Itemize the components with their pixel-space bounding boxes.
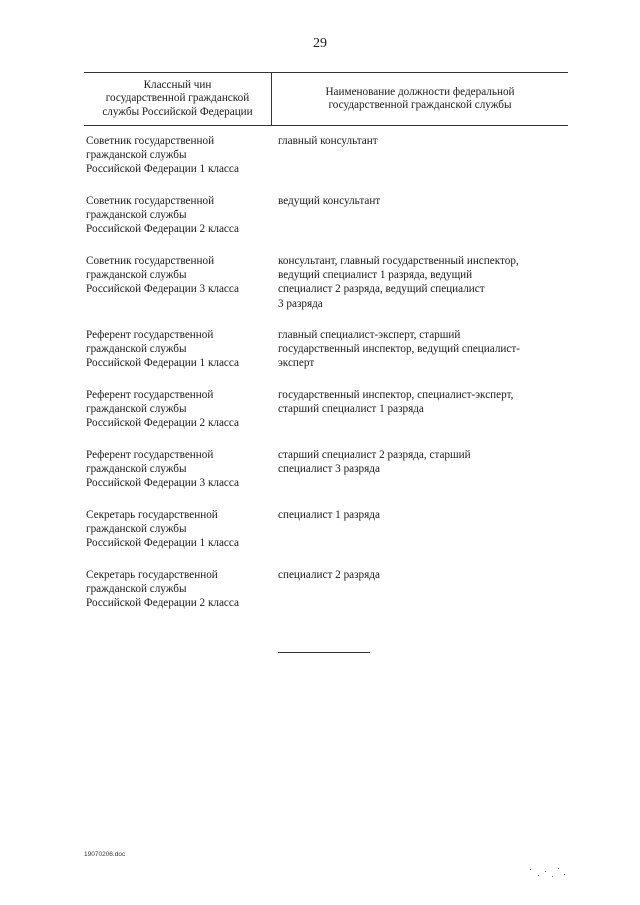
- position-line: старший специалист 2 разряда, старший: [278, 449, 471, 461]
- rank-line: Российской Федерации 2 класса: [86, 417, 239, 430]
- rank-line: Российской Федерации 2 класса: [86, 223, 239, 236]
- rank-line: гражданской службы: [86, 343, 187, 356]
- table-row: [84, 508, 568, 568]
- table-row: [84, 388, 568, 448]
- page-number: 29: [313, 36, 327, 51]
- rank-cell: [84, 254, 278, 328]
- rank-line: Советник государственной: [86, 255, 215, 267]
- position-cell: [278, 568, 568, 628]
- header-rank: [84, 73, 272, 125]
- rank-line: гражданской службы: [86, 463, 187, 476]
- rank-line: Российской Федерации 1 класса: [86, 163, 239, 176]
- table-row: [84, 194, 568, 254]
- rank-cell: [84, 568, 278, 628]
- header-position-line: Наименование должности федеральной: [325, 85, 515, 98]
- position-cell: [278, 448, 568, 508]
- rank-line: Российской Федерации 3 класса: [86, 283, 239, 296]
- rank-line: Российской Федерации 1 класса: [86, 357, 239, 370]
- position-cell: [278, 508, 568, 568]
- position-line: консультант, главный государственный инспектор,: [278, 255, 519, 267]
- rank-line: гражданской службы: [86, 523, 187, 536]
- rank-cell: [84, 388, 278, 448]
- rank-line: гражданской службы: [86, 269, 187, 282]
- rank-line: Референт государственной: [86, 449, 214, 461]
- position-line: 3 разряда: [278, 297, 323, 310]
- table-row: [84, 134, 568, 194]
- rank-line: гражданской службы: [86, 209, 187, 222]
- rank-cell: [84, 508, 278, 568]
- position-line: специалист 3 разряда: [278, 463, 380, 476]
- header-position-line: государственной гражданской службы: [328, 99, 512, 111]
- rank-line: гражданской службы: [86, 149, 187, 162]
- rank-line: Секретарь государственной: [86, 569, 218, 581]
- rank-line: Референт государственной: [86, 389, 214, 401]
- table-row: [84, 568, 568, 628]
- position-line: главный консультант: [278, 135, 378, 147]
- rank-line: Советник государственной: [86, 195, 215, 207]
- rank-position-table: [84, 72, 568, 628]
- position-cell: [278, 134, 568, 194]
- position-cell: [278, 194, 568, 254]
- rank-line: гражданской службы: [86, 583, 187, 596]
- position-line: ведущий консультант: [278, 195, 381, 207]
- position-line: специалист 2 разряда: [278, 569, 380, 581]
- rank-cell: [84, 328, 278, 388]
- position-line: специалист 2 разряда, ведущий специалист: [278, 283, 485, 296]
- rank-line: Российской Федерации 1 класса: [86, 537, 239, 550]
- position-line: главный специалист-эксперт, старший: [278, 329, 461, 341]
- header-rank-line: службы Российской Федерации: [102, 105, 253, 118]
- footer-doc-code: 19070206.doc: [84, 851, 126, 858]
- position-line: государственный инспектор, специалист-эксперт,: [278, 389, 514, 401]
- rank-cell: [84, 194, 278, 254]
- position-cell: [278, 254, 568, 328]
- header-rank-line: Классный чин: [143, 78, 212, 91]
- rank-line: гражданской службы: [86, 403, 187, 416]
- table-header-row: [84, 72, 568, 126]
- position-cell: [278, 328, 568, 388]
- position-line: эксперт: [278, 357, 315, 370]
- header-position: [272, 73, 568, 125]
- position-line: ведущий специалист 1 разряда, ведущий: [278, 269, 473, 282]
- rank-line: Российской Федерации 2 класса: [86, 597, 239, 610]
- rank-line: Секретарь государственной: [86, 509, 218, 521]
- table-row: [84, 254, 568, 328]
- position-line: специалист 1 разряда: [278, 509, 380, 521]
- rank-cell: [84, 448, 278, 508]
- rank-cell: [84, 134, 278, 194]
- end-rule: [278, 652, 370, 653]
- position-line: старший специалист 1 разряда: [278, 403, 424, 416]
- table-row: [84, 328, 568, 388]
- header-rank-line: государственной гражданской: [105, 92, 250, 105]
- position-cell: [278, 388, 568, 448]
- position-line: государственный инспектор, ведущий специалист-: [278, 343, 520, 356]
- table-body: [84, 134, 568, 628]
- rank-line: Советник государственной: [86, 135, 215, 147]
- rank-line: Российской Федерации 3 класса: [86, 477, 239, 490]
- rank-line: Референт государственной: [86, 329, 214, 341]
- scan-artifact: [528, 866, 568, 880]
- table-row: [84, 448, 568, 508]
